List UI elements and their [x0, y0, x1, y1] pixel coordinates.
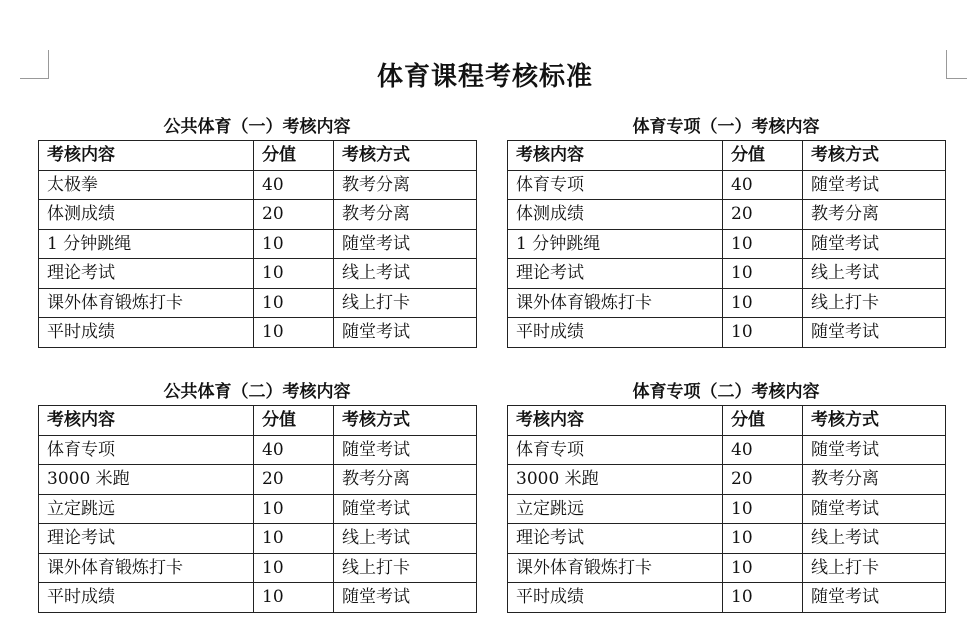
cell-score: 10	[254, 524, 334, 554]
cell-content: 体育专项	[508, 435, 723, 465]
cell-content: 立定跳远	[39, 494, 254, 524]
cell-content: 平时成绩	[508, 583, 723, 613]
cell-method: 教考分离	[803, 465, 946, 495]
header-content: 考核内容	[39, 406, 254, 436]
cell-score: 10	[254, 288, 334, 318]
cell-method: 线上考试	[803, 259, 946, 289]
cell-method: 随堂考试	[334, 494, 477, 524]
assessment-table	[507, 405, 946, 613]
cell-score: 10	[723, 288, 803, 318]
cell-content: 体育专项	[508, 170, 723, 200]
cell-method: 随堂考试	[803, 583, 946, 613]
cell-score: 40	[723, 170, 803, 200]
header-content: 考核内容	[508, 141, 723, 171]
section-public-pe-1	[38, 114, 476, 348]
cell-score: 10	[723, 583, 803, 613]
cell-method: 线上打卡	[334, 553, 477, 583]
table-row	[508, 583, 946, 613]
table-row	[508, 553, 946, 583]
table-row	[508, 318, 946, 348]
cell-score: 20	[723, 465, 803, 495]
cell-method: 线上打卡	[803, 288, 946, 318]
section-title: 体育专项（一）考核内容	[632, 117, 820, 137]
cell-score: 10	[723, 524, 803, 554]
cell-content: 理论考试	[508, 259, 723, 289]
cell-content: 课外体育锻炼打卡	[39, 288, 254, 318]
table-row	[508, 200, 946, 230]
cell-content: 平时成绩	[39, 583, 254, 613]
assessment-table	[507, 140, 946, 348]
cell-content: 理论考试	[39, 259, 254, 289]
header-content: 考核内容	[508, 406, 723, 436]
table-row	[508, 465, 946, 495]
table-row	[39, 200, 477, 230]
cell-score: 20	[723, 200, 803, 230]
table-row	[508, 524, 946, 554]
cell-content: 理论考试	[508, 524, 723, 554]
cell-score: 10	[723, 318, 803, 348]
cell-content: 体育专项	[39, 435, 254, 465]
cell-score: 10	[723, 259, 803, 289]
cell-method: 线上打卡	[334, 288, 477, 318]
cell-method: 线上打卡	[803, 553, 946, 583]
cell-method: 随堂考试	[334, 229, 477, 259]
section-public-pe-2	[38, 379, 476, 613]
cell-method: 教考分离	[334, 465, 477, 495]
cell-score: 10	[254, 318, 334, 348]
table-header-row	[39, 406, 477, 436]
header-method: 考核方式	[334, 141, 477, 171]
cell-method: 线上考试	[334, 524, 477, 554]
table-row	[508, 229, 946, 259]
cell-score: 10	[723, 229, 803, 259]
section-specialty-pe-2	[507, 379, 945, 613]
cell-method: 线上考试	[803, 524, 946, 554]
cell-content: 平时成绩	[39, 318, 254, 348]
cell-score: 10	[254, 583, 334, 613]
cell-content: 体测成绩	[508, 200, 723, 230]
section-specialty-pe-1	[507, 114, 945, 348]
cell-score: 20	[254, 465, 334, 495]
page-title: 体育课程考核标准	[376, 62, 593, 92]
table-row	[39, 465, 477, 495]
cell-method: 线上考试	[334, 259, 477, 289]
section-title: 体育专项（二）考核内容	[632, 382, 820, 402]
table-row	[39, 170, 477, 200]
table-row	[39, 318, 477, 348]
cell-score: 10	[254, 553, 334, 583]
table-row	[508, 170, 946, 200]
cell-method: 随堂考试	[803, 435, 946, 465]
cell-content: 太极拳	[39, 170, 254, 200]
table-row	[39, 435, 477, 465]
header-method: 考核方式	[803, 141, 946, 171]
cell-content: 理论考试	[39, 524, 254, 554]
cell-content: 课外体育锻炼打卡	[39, 553, 254, 583]
cell-score: 10	[254, 229, 334, 259]
cell-method: 随堂考试	[803, 170, 946, 200]
header-score: 分值	[254, 406, 334, 436]
table-row	[39, 524, 477, 554]
cell-method: 教考分离	[334, 200, 477, 230]
cell-content: 平时成绩	[508, 318, 723, 348]
table-row	[39, 494, 477, 524]
assessment-table	[38, 140, 477, 348]
cell-content: 课外体育锻炼打卡	[508, 288, 723, 318]
table-row	[508, 494, 946, 524]
cell-content: 1 分钟跳绳	[39, 229, 254, 259]
table-row	[508, 259, 946, 289]
table-row	[39, 259, 477, 289]
cell-content: 立定跳远	[508, 494, 723, 524]
table-row	[39, 288, 477, 318]
header-score: 分值	[723, 141, 803, 171]
cell-method: 随堂考试	[803, 494, 946, 524]
cell-method: 教考分离	[803, 200, 946, 230]
section-title: 公共体育（一）考核内容	[163, 117, 351, 137]
cell-score: 10	[254, 259, 334, 289]
header-score: 分值	[723, 406, 803, 436]
table-row	[39, 229, 477, 259]
table-row	[39, 553, 477, 583]
cell-score: 10	[254, 494, 334, 524]
table-row	[508, 435, 946, 465]
cell-content: 1 分钟跳绳	[508, 229, 723, 259]
table-row	[39, 583, 477, 613]
header-content: 考核内容	[39, 141, 254, 171]
cell-method: 随堂考试	[334, 435, 477, 465]
cell-method: 随堂考试	[803, 229, 946, 259]
table-header-row	[508, 141, 946, 171]
cell-score: 40	[254, 170, 334, 200]
cell-score: 10	[723, 494, 803, 524]
cell-content: 体测成绩	[39, 200, 254, 230]
cell-method: 教考分离	[334, 170, 477, 200]
table-header-row	[39, 141, 477, 171]
cell-method: 随堂考试	[803, 318, 946, 348]
cell-method: 随堂考试	[334, 583, 477, 613]
cell-score: 10	[723, 553, 803, 583]
table-row	[508, 288, 946, 318]
header-score: 分值	[254, 141, 334, 171]
cell-method: 随堂考试	[334, 318, 477, 348]
cell-score: 40	[254, 435, 334, 465]
header-method: 考核方式	[803, 406, 946, 436]
assessment-table	[38, 405, 477, 613]
cell-content: 3000 米跑	[39, 465, 254, 495]
header-method: 考核方式	[334, 406, 477, 436]
cell-score: 20	[254, 200, 334, 230]
table-header-row	[508, 406, 946, 436]
cell-content: 3000 米跑	[508, 465, 723, 495]
section-title: 公共体育（二）考核内容	[163, 382, 351, 402]
cell-score: 40	[723, 435, 803, 465]
cell-content: 课外体育锻炼打卡	[508, 553, 723, 583]
